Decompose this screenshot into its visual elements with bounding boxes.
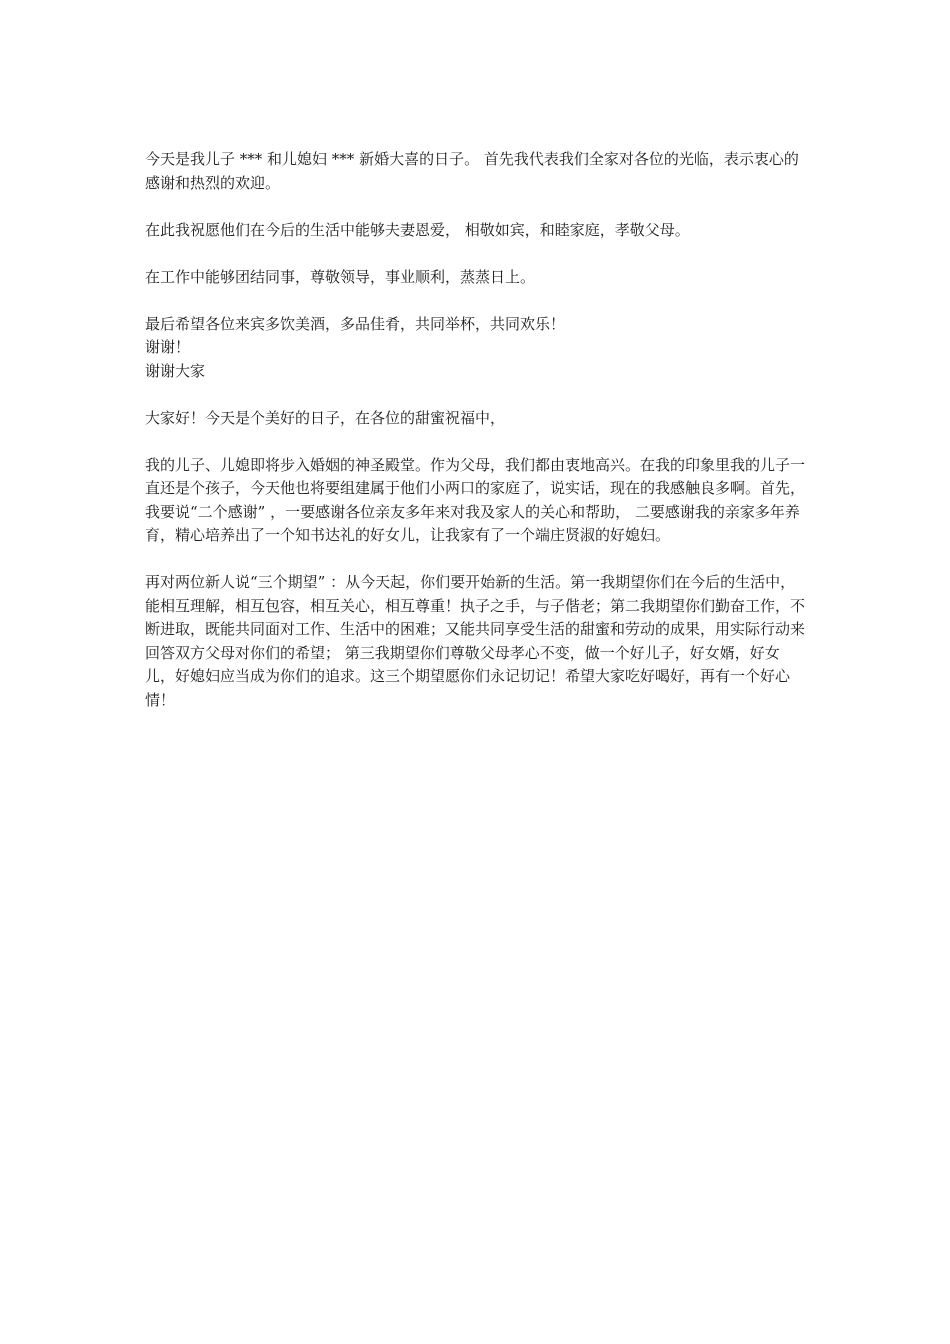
speech-body bbox=[145, 148, 809, 736]
paragraph-three-hopes: 再对两位新人说“三个期望” ：从今天起，你们要开始新的生活。第一我期望你们在今后的生活中，能相互理解，相互包容，相互关心，相互尊重！执子之手，与子偕老；第二我期望你们勤奋工作，不断进取，既能共同面对工作、生活中的困难；又能共同享受生活的甜蜜和劳动的成果，用实际行动来回答双方父母对你们的希望； 第三我期望你们尊敬父母孝心不变，做一个好儿子，好女婿，好女儿，好媳妇应当成为你们的追求。这三个期望愿你们永记切记！希望大家吃好喝好，再有一个好心情！ bbox=[145, 573, 806, 709]
paragraph-blessing: 在此我祝愿他们在今后的生活中能够夫妻恩爱， 相敬如宾，和睦家庭，孝敬父母。 bbox=[145, 220, 690, 239]
paragraph-opening: 今天是我儿子 *** 和儿媳妇 *** 新婚大喜的日子。 首先我代表我们全家对各位的光临，表示衷心的感谢和热烈的欢迎。 bbox=[145, 150, 799, 192]
paragraph-greeting: 大家好！今天是个美好的日子，在各位的甜蜜祝福中， bbox=[145, 408, 506, 427]
paragraph-thanks-all: 谢谢大家 bbox=[145, 361, 206, 380]
paragraph-toast: 最后希望各位来宾多饮美酒，多品佳肴，共同举杯，共同欢乐！ bbox=[145, 314, 566, 333]
paragraph-work: 在工作中能够团结同事，尊敬领导，事业顺利，蒸蒸日上。 bbox=[145, 267, 536, 286]
paragraph-two-thanks: 我的儿子、儿媳即将步入婚姻的神圣殿堂。作为父母，我们都由衷地高兴。在我的印象里我的儿子一直还是个孩子，今天他也将要组建属于他们小两口的家庭了，说实话，现在的我感触良多啊。首先，我要说“二个感谢” ，一要感谢各位亲友多年来对我及家人的关心和帮助， 二要感谢我的亲家多年养育，精心培养出了一个知书达礼的好女儿，让我家有了一个端庄贤淑的好媳妇。 bbox=[145, 455, 806, 544]
paragraph-thanks: 谢谢！ bbox=[145, 338, 191, 356]
